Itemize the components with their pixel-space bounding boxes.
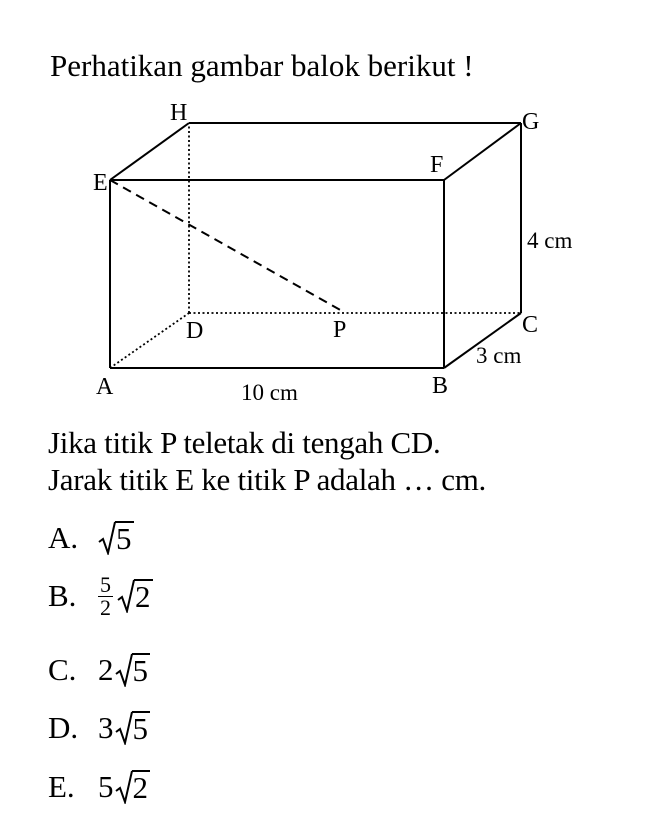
radical-sign-icon — [115, 653, 133, 687]
option-c[interactable] — [48, 648, 150, 692]
label-d: D — [186, 318, 204, 344]
coefficient: 2 — [98, 652, 114, 687]
option-letter: C. — [48, 652, 77, 687]
radicand: 5 — [116, 521, 132, 556]
option-a[interactable] — [48, 516, 134, 560]
label-a: A — [96, 374, 114, 400]
label-h: H — [170, 100, 188, 126]
question-intro: Perhatikan gambar balok berikut ! — [50, 48, 474, 83]
coefficient: 3 — [98, 710, 114, 745]
label-f: F — [430, 152, 444, 178]
edge-ad-hidden — [110, 313, 189, 368]
label-c: C — [522, 312, 539, 338]
edge-fg — [444, 123, 521, 180]
coefficient: 5 — [98, 769, 114, 804]
option-value — [98, 710, 150, 746]
question-line-1: Jika titik P teletak di tengah CD. — [48, 425, 441, 460]
option-letter: B. — [48, 578, 77, 613]
radical-sign-icon — [117, 579, 135, 613]
radical-sign-icon — [115, 711, 133, 745]
radicand: 2 — [135, 579, 151, 614]
option-value — [98, 521, 134, 555]
radicand: 5 — [132, 653, 148, 688]
radicand: 5 — [132, 711, 148, 746]
sqrt — [117, 579, 153, 613]
edge-eh — [110, 123, 189, 180]
question-text — [48, 424, 486, 498]
fraction — [98, 571, 113, 620]
label-g: G — [522, 109, 540, 135]
radicand: 2 — [132, 770, 148, 805]
fraction-denominator: 2 — [100, 594, 111, 620]
fraction-numerator: 5 — [100, 571, 111, 597]
sqrt — [115, 711, 151, 745]
sqrt — [115, 770, 151, 804]
option-value — [98, 652, 150, 688]
label-e: E — [93, 170, 108, 196]
option-b[interactable] — [48, 571, 153, 620]
radical-sign-icon — [98, 521, 116, 555]
option-letter: A. — [48, 520, 79, 555]
dimension-length: 10 cm — [241, 380, 298, 405]
label-p: P — [333, 317, 347, 343]
dimension-height: 4 cm — [527, 228, 573, 253]
segment-ep — [110, 180, 342, 311]
question-line-2: Jarak titik E ke titik P adalah … cm. — [48, 462, 487, 497]
option-d[interactable] — [48, 706, 150, 750]
label-b: B — [432, 373, 449, 399]
sqrt — [115, 653, 151, 687]
option-letter: E. — [48, 769, 75, 804]
option-value — [98, 769, 150, 805]
option-value — [98, 571, 153, 620]
option-letter: D. — [48, 710, 79, 745]
radical-sign-icon — [115, 770, 133, 804]
sqrt — [98, 521, 134, 555]
dimension-width: 3 cm — [476, 343, 522, 368]
option-e[interactable] — [48, 765, 150, 809]
